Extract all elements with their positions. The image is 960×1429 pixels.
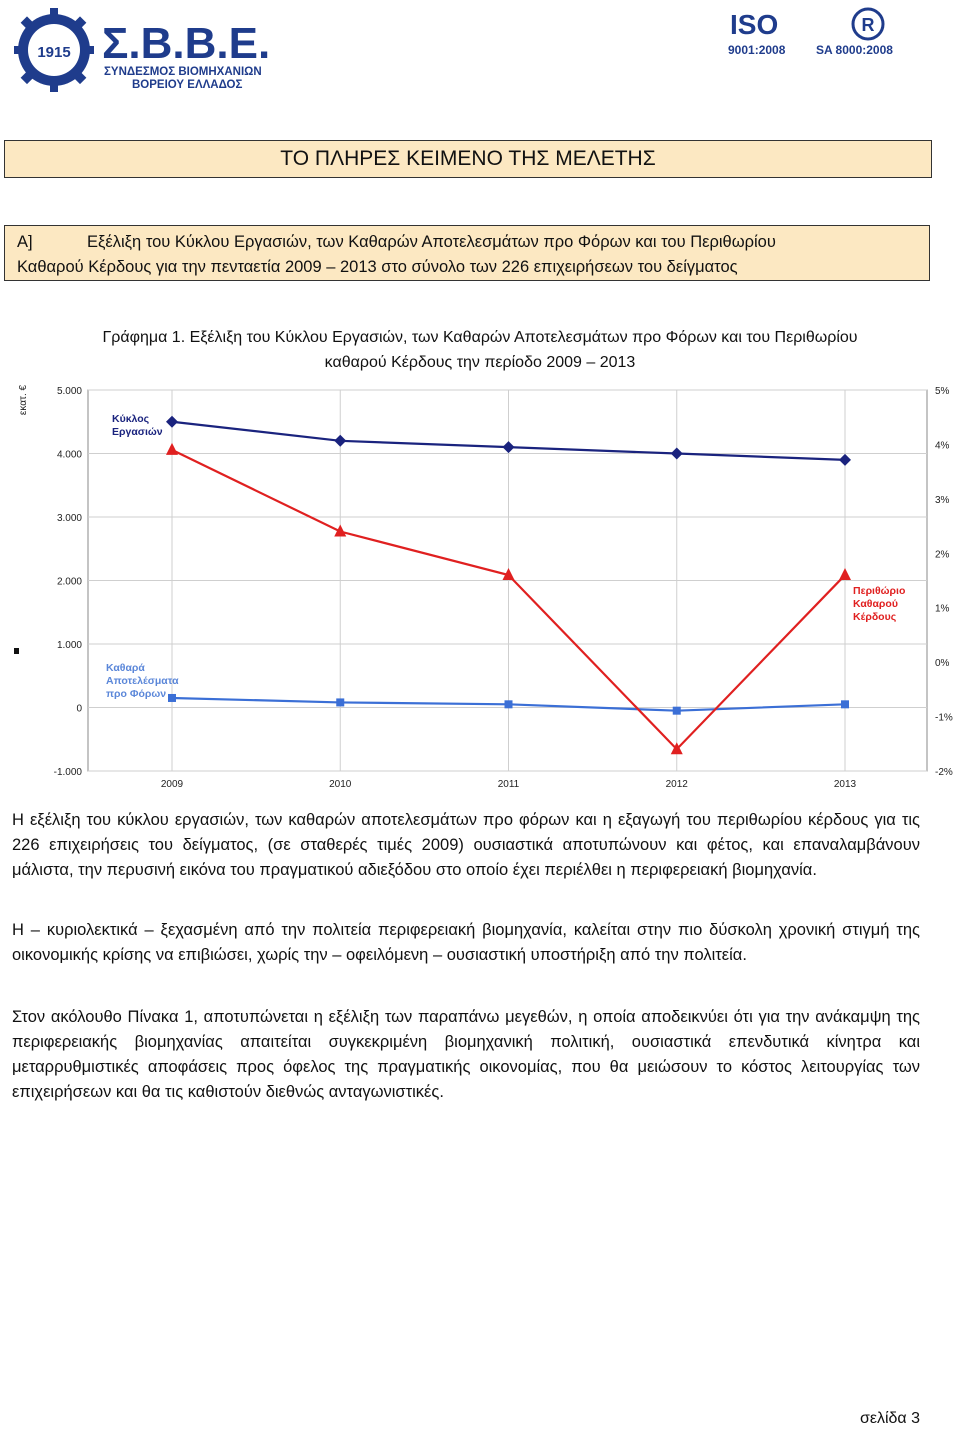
x-tick-label: 2012 bbox=[665, 779, 688, 790]
gear-icon bbox=[14, 8, 94, 92]
y-tick-label: 2.000 bbox=[56, 576, 82, 588]
y-tick-label: -1.000 bbox=[53, 767, 82, 778]
figure-caption bbox=[0, 325, 960, 375]
data-point bbox=[505, 700, 513, 708]
svg-text:R: R bbox=[861, 15, 875, 35]
series-label: Περιθώριο bbox=[853, 585, 906, 597]
chart bbox=[0, 376, 960, 796]
series-label: Καθαρά bbox=[106, 662, 145, 674]
page-title: ΤΟ ΠΛΗΡΕΣ ΚΕΙΜΕΝΟ ΤΗΣ ΜΕΛΕΤΗΣ bbox=[4, 140, 932, 178]
org-subtitle-1: ΣΥΝΔΕΣΜΟΣ ΒΙΟΜΗΧΑΝΙΩΝ bbox=[104, 66, 262, 78]
x-tick-label: 2010 bbox=[329, 779, 352, 790]
paragraph-3: Στον ακόλουθο Πίνακα 1, αποτυπώνεται η εξέλιξη των παραπάνω μεγεθών, η οποία αποδεικνύει ότι για την ανάκαμψη της περιφερειακής βιομηχανίας απαιτείται συγκεκριμένη βιομηχανική πολιτική, ουσιαστικά επενδυτικά κίνητρα και μεταρρυθμιστικές αποφάσεις προς όφελος της πραγματικής οικονομίας, που θα μειώσουν το κόστος λειτουργίας των επιχειρήσεων και θα τις καθιστούν διεθνώς ανταγωνιστικές. bbox=[12, 1008, 920, 1101]
y-axis-label: εκατ. € bbox=[18, 384, 29, 416]
iso-mark: ISO bbox=[730, 9, 779, 40]
x-tick-label: 2013 bbox=[833, 779, 857, 790]
y2-tick-label: 4% bbox=[935, 440, 950, 452]
certification-logos bbox=[720, 4, 920, 72]
x-tick-label: 2011 bbox=[497, 779, 520, 790]
data-point bbox=[336, 698, 344, 706]
chart-svg bbox=[0, 376, 960, 796]
figure-caption-line-2: καθαρού Κέρδους την περίοδο 2009 – 2013 bbox=[324, 354, 636, 371]
section-heading bbox=[4, 225, 930, 281]
y-tick-label: 3.000 bbox=[56, 513, 82, 524]
section-text-2: Καθαρού Κέρδους για την πενταετία 2009 – 2013 στο σύνολο των 226 επιχειρήσεων του δείγματος bbox=[17, 258, 738, 276]
org-name: Σ.Β.Β.Ε. bbox=[102, 19, 271, 68]
paragraph-1: Η εξέλιξη του κύκλου εργασιών, των καθαρών αποτελεσμάτων προ φόρων και η εξαγωγή του περιθωρίου κέρδους για τις 226 επιχειρήσεις του δείγματος, (σε σταθερές τιμές 2009) ουσιαστικά αποτυπώνουν και φέτος, και επαναλαμβάνουν μάλιστα, την περυσινή εικόνα του πραγματικού αδιεξόδου στο οποίο έχει περιέλθει η περιφερειακή βιομηχανία. bbox=[12, 811, 920, 879]
paragraph-2: Η – κυριολεκτικά – ξεχασμένη από την πολιτεία περιφερειακή βιομηχανία, καλείται στην πιο δύσκολη χρονική στιγμή της οικονομικής κρίσης να επιβιώσει, χωρίς την – οφειλόμενη – ουσιαστική υποστήριξη από την πολιτεία. bbox=[12, 921, 920, 964]
y2-tick-label: 2% bbox=[935, 549, 950, 561]
bullet-marker bbox=[14, 648, 19, 654]
y-tick-label: 0 bbox=[76, 703, 82, 715]
y-tick-label: 1.000 bbox=[56, 640, 82, 651]
cert-iso-9001: 9001:2008 bbox=[728, 43, 786, 57]
series-label: Κύκλος bbox=[112, 413, 150, 425]
data-point bbox=[841, 700, 849, 708]
org-subtitle-2: ΒΟΡΕΙΟΥ ΕΛΛΑΔΟΣ bbox=[132, 79, 243, 91]
y2-tick-label: 0% bbox=[935, 658, 950, 670]
series-label: Καθαρού bbox=[853, 598, 898, 610]
y2-tick-label: 3% bbox=[935, 494, 950, 506]
series-label: προ Φόρων bbox=[106, 688, 167, 700]
figure-caption-line-1: Γράφημα 1. Εξέλιξη του Κύκλου Εργασιών, των Καθαρών Αποτελεσμάτων προ Φόρων και του Περιθωρίου bbox=[102, 329, 858, 346]
section-text-1: Εξέλιξη του Κύκλου Εργασιών, των Καθαρών Αποτελεσμάτων προ Φόρων και του Περιθωρίου bbox=[87, 233, 776, 251]
y2-tick-label: -1% bbox=[935, 712, 953, 724]
data-point bbox=[673, 707, 681, 715]
series-label: Εργασιών bbox=[112, 426, 163, 438]
x-tick-label: 2009 bbox=[160, 779, 184, 790]
series-label: Αποτελέσματα bbox=[106, 675, 179, 687]
series-label: Κέρδους bbox=[853, 611, 897, 623]
data-point bbox=[168, 694, 176, 702]
y-tick-label: 5.000 bbox=[56, 386, 82, 397]
org-year: 1915 bbox=[37, 44, 71, 61]
section-letter: Α] bbox=[17, 233, 33, 251]
org-logo bbox=[14, 6, 314, 98]
y2-tick-label: -2% bbox=[935, 767, 953, 778]
y2-tick-label: 5% bbox=[935, 386, 950, 397]
cert-sa-8000: SA 8000:2008 bbox=[816, 43, 893, 57]
y-tick-label: 4.000 bbox=[56, 449, 82, 461]
y2-tick-label: 1% bbox=[935, 603, 950, 615]
page-number: σελίδα 3 bbox=[859, 1410, 920, 1427]
